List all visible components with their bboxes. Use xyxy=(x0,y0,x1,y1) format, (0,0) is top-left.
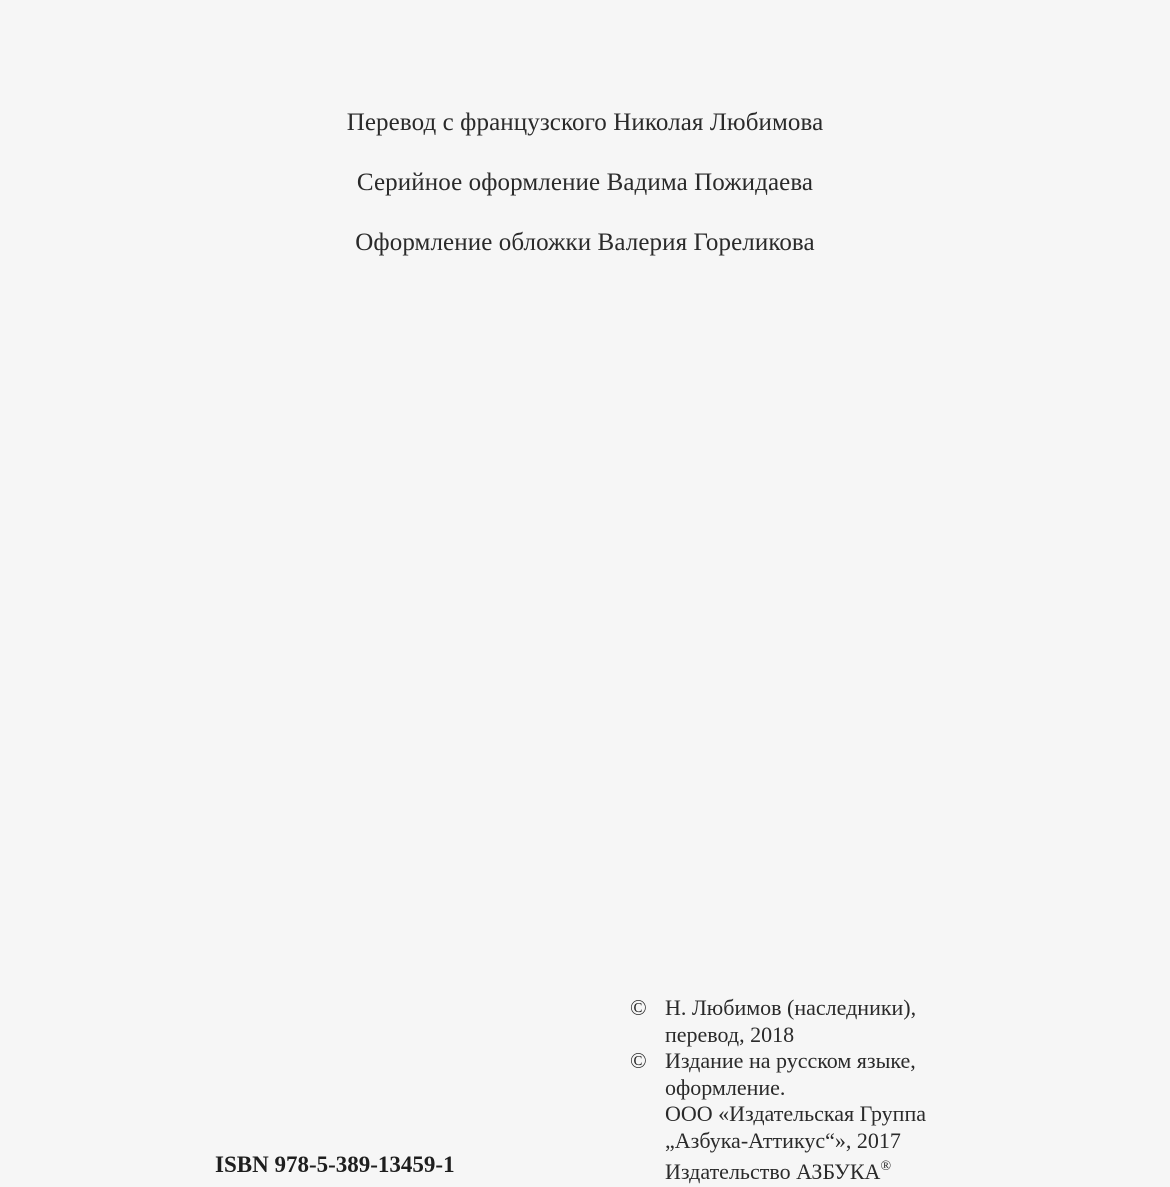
publisher-line xyxy=(665,1154,1130,1186)
copyright-icon: © xyxy=(630,1048,647,1073)
copyright-edition xyxy=(630,1048,1130,1186)
publisher-name: Издательство АЗБУКА xyxy=(665,1159,881,1184)
isbn: ISBN 978-5-389-13459-1 xyxy=(215,1152,455,1177)
copyright-line: перевод, 2018 xyxy=(665,1021,795,1047)
copyright-notice xyxy=(630,995,1130,1186)
cover-design-credit: Оформление обложки Валерия Гореликова xyxy=(355,229,815,256)
copyright-translation xyxy=(630,995,1130,1048)
translator-credit: Перевод с французского Николая Любимова xyxy=(346,109,824,136)
credits xyxy=(0,108,1170,288)
copyright-line: Н. Любимов (наследники), xyxy=(665,995,917,1020)
copyright-line: оформление. xyxy=(665,1074,786,1100)
copyright-line: Издание на русском языке, xyxy=(665,1048,916,1073)
copyright-line: „Азбука-Аттикус“», 2017 xyxy=(665,1127,901,1153)
copyright-icon: © xyxy=(630,995,647,1020)
copyright-line: ООО «Издательская Группа xyxy=(665,1101,926,1126)
registered-trademark-icon: ® xyxy=(880,1159,892,1174)
series-design-credit: Серийное оформление Вадима Пожидаева xyxy=(356,169,814,196)
